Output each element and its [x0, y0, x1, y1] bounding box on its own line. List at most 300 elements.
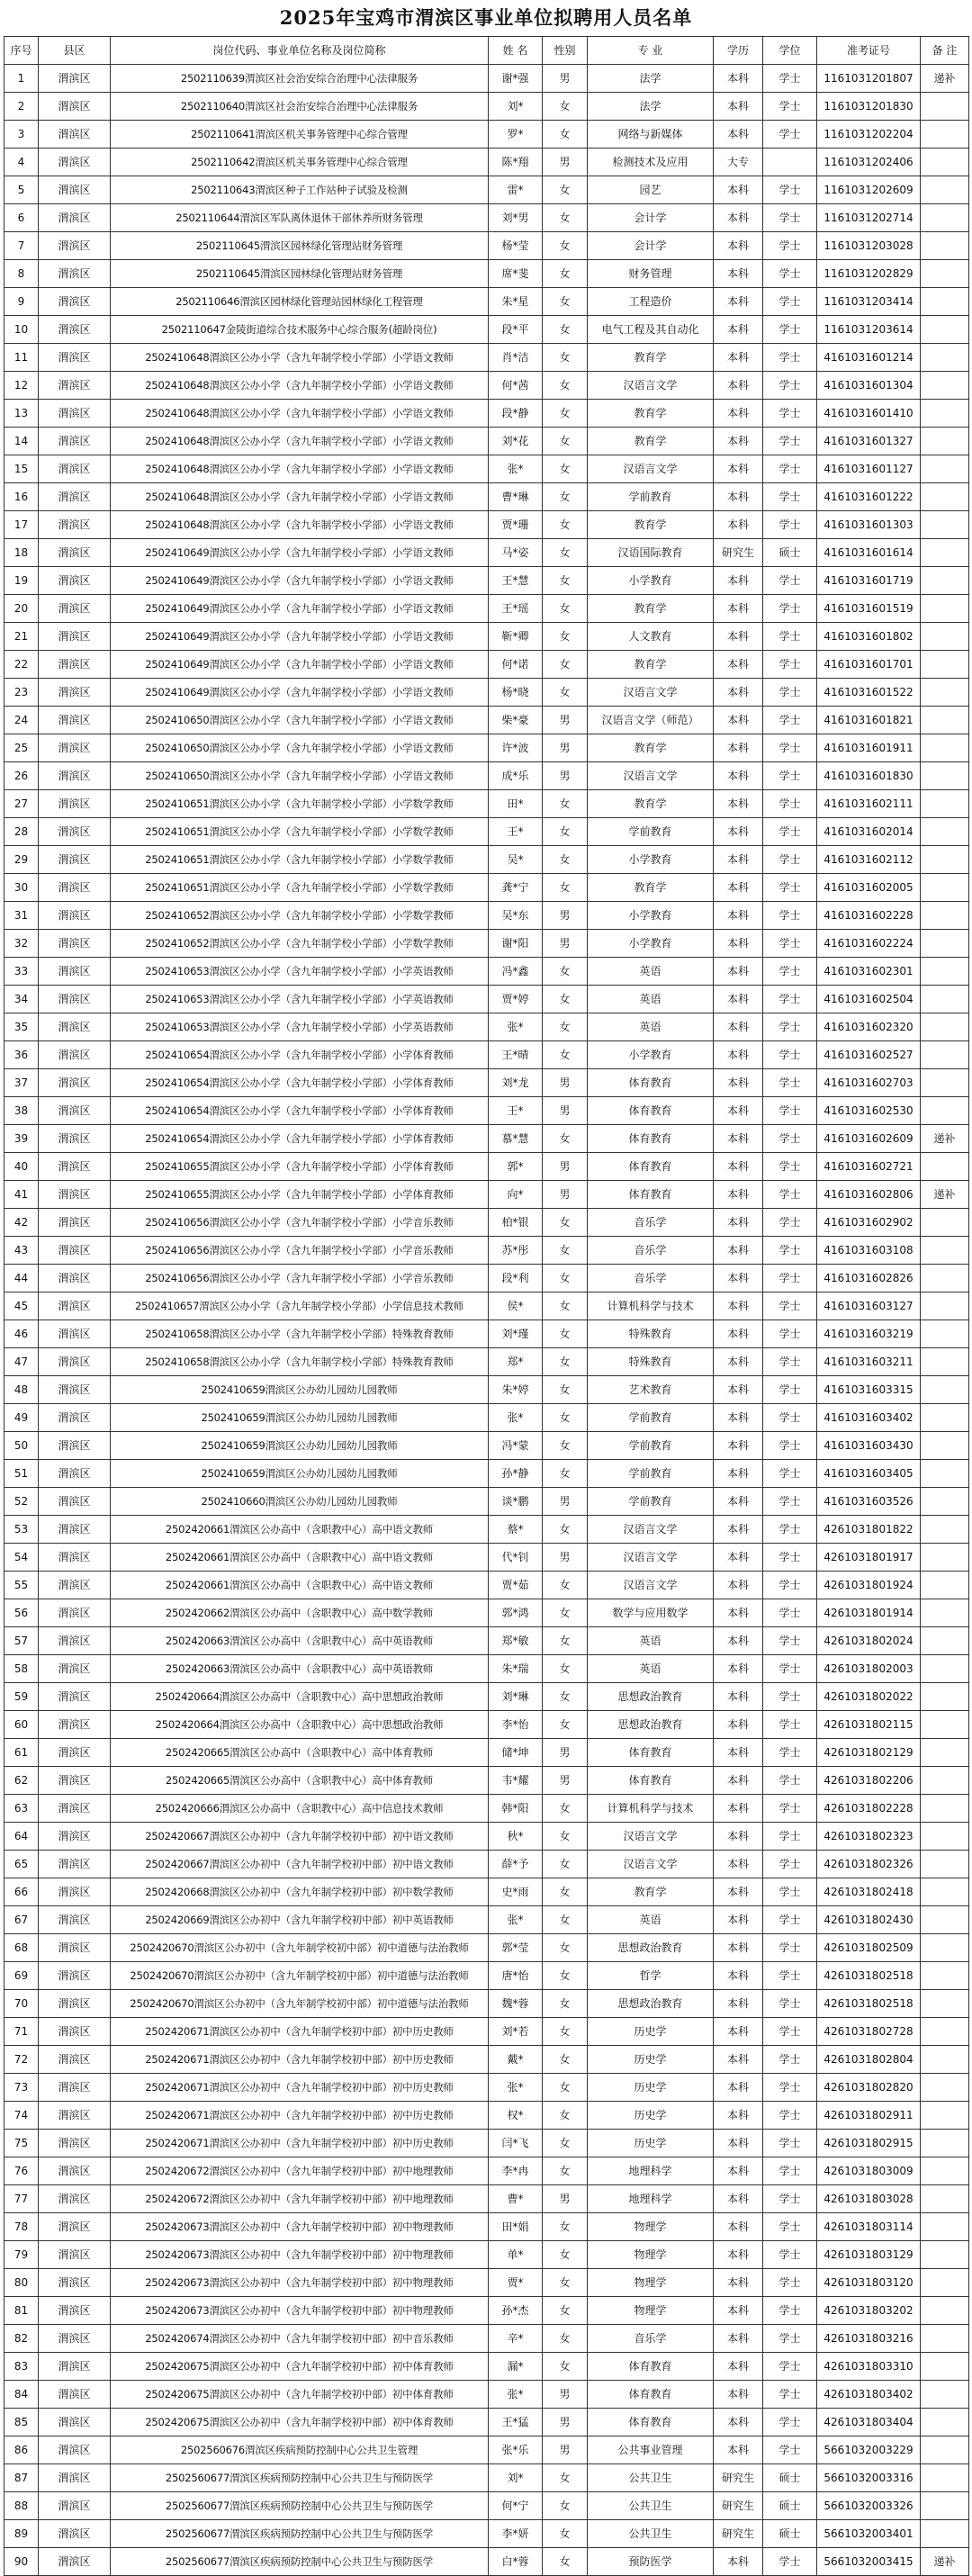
cell-gender: 女	[543, 1934, 588, 1962]
cell-major: 小学教育	[588, 846, 714, 874]
cell-education: 本科	[714, 623, 763, 651]
cell-remarks	[921, 1209, 969, 1237]
cell-gender: 女	[543, 2520, 588, 2548]
cell-degree: 学士	[763, 1320, 817, 1348]
cell-gender: 女	[543, 2269, 588, 2297]
cell-gender: 女	[543, 1432, 588, 1460]
cell-major: 英语	[588, 986, 714, 1013]
table-row	[4, 455, 969, 483]
cell-ticket-number: 4161031603315	[817, 1376, 921, 1404]
cell-major: 学前教育	[588, 1488, 714, 1516]
cell-index: 89	[4, 2520, 39, 2548]
cell-education: 本科	[714, 1265, 763, 1293]
cell-name: 刘*琳	[489, 1683, 543, 1711]
cell-degree: 学士	[763, 1795, 817, 1823]
cell-degree: 学士	[763, 2241, 817, 2269]
cell-name: 谢*强	[489, 65, 543, 93]
table-row	[4, 1097, 969, 1125]
table-row	[4, 1013, 969, 1041]
cell-index: 28	[4, 818, 39, 846]
cell-district: 渭滨区	[39, 2381, 111, 2409]
cell-degree: 学士	[763, 1683, 817, 1711]
table-row	[4, 1404, 969, 1432]
cell-major: 历史学	[588, 2018, 714, 2046]
table-row	[4, 1488, 969, 1516]
cell-major: 公共卫生	[588, 2492, 714, 2520]
cell-major: 汉语言文学	[588, 1851, 714, 1878]
cell-index: 27	[4, 790, 39, 818]
cell-ticket-number: 4161031603211	[817, 1348, 921, 1376]
cell-ticket-number: 4161031601410	[817, 400, 921, 428]
cell-index: 51	[4, 1460, 39, 1488]
cell-ticket-number: 4161031602224	[817, 930, 921, 958]
cell-gender: 女	[543, 651, 588, 679]
cell-education: 本科	[714, 1237, 763, 1265]
cell-name: 单*	[489, 2241, 543, 2269]
cell-major: 体育教育	[588, 2353, 714, 2381]
cell-major: 艺术教育	[588, 1376, 714, 1404]
cell-gender: 女	[543, 1795, 588, 1823]
cell-position: 2502410648渭滨区公办小学（含九年制学校小学部）小学语文教师	[111, 511, 489, 539]
cell-name: 曹*	[489, 2185, 543, 2213]
cell-major: 学前教育	[588, 1460, 714, 1488]
cell-name: 苏*彤	[489, 1237, 543, 1265]
header-district: 县区	[39, 37, 111, 65]
cell-district: 渭滨区	[39, 1767, 111, 1795]
cell-name: 王*瑶	[489, 595, 543, 623]
cell-district: 渭滨区	[39, 1293, 111, 1320]
cell-degree: 学士	[763, 2325, 817, 2353]
table-row	[4, 1069, 969, 1097]
cell-gender: 女	[543, 372, 588, 400]
cell-ticket-number: 4161031603219	[817, 1320, 921, 1348]
cell-district: 渭滨区	[39, 2325, 111, 2353]
cell-gender: 女	[543, 1320, 588, 1348]
cell-education: 本科	[714, 1460, 763, 1488]
table-row	[4, 511, 969, 539]
cell-position: 2502420670渭滨区公办初中（含九年制学校初中部）初中道德与法治教师	[111, 1934, 489, 1962]
cell-name: 孙*杰	[489, 2297, 543, 2325]
table-row	[4, 1599, 969, 1627]
cell-index: 16	[4, 483, 39, 511]
cell-index: 63	[4, 1795, 39, 1823]
cell-ticket-number: 5661032003229	[817, 2436, 921, 2464]
cell-education: 本科	[714, 1488, 763, 1516]
cell-degree: 学士	[763, 2102, 817, 2130]
cell-education: 本科	[714, 1544, 763, 1572]
cell-position: 2502420661渭滨区公办高中（含职教中心）高中语文教师	[111, 1572, 489, 1599]
cell-education: 本科	[714, 2018, 763, 2046]
header-index: 序号	[4, 37, 39, 65]
table-row	[4, 2018, 969, 2046]
table-row	[4, 651, 969, 679]
cell-index: 12	[4, 372, 39, 400]
cell-major: 英语	[588, 1655, 714, 1683]
cell-gender: 女	[543, 2548, 588, 2576]
cell-name: 王*慧	[489, 567, 543, 595]
cell-remarks	[921, 232, 969, 260]
cell-index: 62	[4, 1767, 39, 1795]
cell-name: 朱*星	[489, 288, 543, 316]
cell-degree: 学士	[763, 1404, 817, 1432]
cell-index: 33	[4, 958, 39, 986]
cell-name: 杨*晓	[489, 679, 543, 707]
cell-district: 渭滨区	[39, 1432, 111, 1460]
cell-name: 李*怡	[489, 1711, 543, 1739]
cell-index: 82	[4, 2325, 39, 2353]
cell-name: 谢*阳	[489, 930, 543, 958]
cell-ticket-number: 4161031601214	[817, 344, 921, 372]
cell-degree: 学士	[763, 1209, 817, 1237]
table-row	[4, 483, 969, 511]
cell-gender: 女	[543, 595, 588, 623]
table-row	[4, 1572, 969, 1599]
cell-education: 本科	[714, 455, 763, 483]
cell-index: 56	[4, 1599, 39, 1627]
cell-ticket-number: 4161031601830	[817, 762, 921, 790]
cell-name: 王*	[489, 1097, 543, 1125]
table-row	[4, 428, 969, 455]
cell-position: 2502410660渭滨区公办幼儿园幼儿园教师	[111, 1488, 489, 1516]
cell-position: 2502410649渭滨区公办小学（含九年制学校小学部）小学语文教师	[111, 651, 489, 679]
cell-position: 2502410648渭滨区公办小学（含九年制学校小学部）小学语文教师	[111, 344, 489, 372]
cell-index: 65	[4, 1851, 39, 1878]
cell-education: 本科	[714, 1041, 763, 1069]
cell-district: 渭滨区	[39, 2102, 111, 2130]
table-row	[4, 288, 969, 316]
cell-major: 公共卫生	[588, 2520, 714, 2548]
cell-remarks	[921, 1739, 969, 1767]
table-row	[4, 1739, 969, 1767]
cell-index: 59	[4, 1683, 39, 1711]
cell-remarks	[921, 344, 969, 372]
cell-remarks	[921, 316, 969, 344]
cell-gender: 男	[543, 1488, 588, 1516]
cell-gender: 女	[543, 232, 588, 260]
cell-district: 渭滨区	[39, 930, 111, 958]
cell-position: 2502110641渭滨区机关事务管理中心综合管理	[111, 121, 489, 149]
cell-index: 72	[4, 2046, 39, 2074]
cell-name: 闫*飞	[489, 2130, 543, 2157]
cell-remarks	[921, 2436, 969, 2464]
cell-education: 本科	[714, 818, 763, 846]
cell-gender: 女	[543, 1962, 588, 1990]
cell-major: 汉语言文学	[588, 762, 714, 790]
header-degree: 学位	[763, 37, 817, 65]
cell-district: 渭滨区	[39, 2464, 111, 2492]
cell-education: 本科	[714, 679, 763, 707]
cell-ticket-number: 4261031802326	[817, 1851, 921, 1878]
cell-education: 本科	[714, 2046, 763, 2074]
table-row	[4, 2157, 969, 2185]
cell-gender: 女	[543, 344, 588, 372]
table-row	[4, 344, 969, 372]
cell-district: 渭滨区	[39, 400, 111, 428]
cell-name: 刘*若	[489, 2018, 543, 2046]
cell-degree: 学士	[763, 1013, 817, 1041]
cell-district: 渭滨区	[39, 260, 111, 288]
cell-education: 本科	[714, 2157, 763, 2185]
cell-degree: 学士	[763, 595, 817, 623]
cell-degree: 学士	[763, 428, 817, 455]
table-row	[4, 2492, 969, 2520]
cell-education: 本科	[714, 1711, 763, 1739]
cell-index: 81	[4, 2297, 39, 2325]
table-header-row	[4, 37, 969, 65]
cell-gender: 女	[543, 483, 588, 511]
cell-gender: 女	[543, 874, 588, 902]
cell-district: 渭滨区	[39, 623, 111, 651]
cell-district: 渭滨区	[39, 288, 111, 316]
cell-education: 本科	[714, 1878, 763, 1906]
cell-name: 韦*耀	[489, 1767, 543, 1795]
cell-gender: 女	[543, 1041, 588, 1069]
cell-position: 2502410649渭滨区公办小学（含九年制学校小学部）小学语文教师	[111, 623, 489, 651]
cell-index: 57	[4, 1627, 39, 1655]
cell-ticket-number: 5661032003326	[817, 2492, 921, 2520]
header-position: 岗位代码、事业单位名称及岗位简称	[111, 37, 489, 65]
cell-education: 本科	[714, 400, 763, 428]
cell-name: 张*乐	[489, 2436, 543, 2464]
cell-index: 14	[4, 428, 39, 455]
cell-degree: 学士	[763, 1990, 817, 2018]
cell-index: 45	[4, 1293, 39, 1320]
cell-education: 本科	[714, 1404, 763, 1432]
cell-remarks	[921, 2409, 969, 2436]
cell-name: 刘*花	[489, 428, 543, 455]
cell-district: 渭滨区	[39, 1851, 111, 1878]
cell-gender: 女	[543, 2074, 588, 2102]
cell-major: 小学教育	[588, 930, 714, 958]
cell-education: 本科	[714, 734, 763, 762]
cell-degree: 学士	[763, 372, 817, 400]
cell-ticket-number: 4161031601519	[817, 595, 921, 623]
cell-position: 2502410654渭滨区公办小学（含九年制学校小学部）小学体育教师	[111, 1041, 489, 1069]
cell-ticket-number: 4261031803009	[817, 2157, 921, 2185]
cell-name: 段*静	[489, 400, 543, 428]
cell-education: 本科	[714, 1962, 763, 1990]
cell-degree: 学士	[763, 1851, 817, 1878]
cell-degree: 学士	[763, 734, 817, 762]
cell-name: 李*冉	[489, 2157, 543, 2185]
cell-remarks	[921, 1432, 969, 1460]
cell-ticket-number: 4261031803114	[817, 2213, 921, 2241]
cell-remarks	[921, 93, 969, 121]
cell-position: 2502410650渭滨区公办小学（含九年制学校小学部）小学语文教师	[111, 734, 489, 762]
cell-name: 唐*怡	[489, 1962, 543, 1990]
cell-district: 渭滨区	[39, 204, 111, 232]
cell-index: 15	[4, 455, 39, 483]
cell-gender: 女	[543, 1655, 588, 1683]
cell-education: 本科	[714, 790, 763, 818]
cell-major: 计算机科学与技术	[588, 1293, 714, 1320]
table-row	[4, 1432, 969, 1460]
cell-education: 本科	[714, 2185, 763, 2213]
cell-major: 网络与新媒体	[588, 121, 714, 149]
cell-gender: 女	[543, 2102, 588, 2130]
cell-ticket-number: 4161031602902	[817, 1209, 921, 1237]
cell-degree: 学士	[763, 344, 817, 372]
cell-ticket-number: 4261031802115	[817, 1711, 921, 1739]
cell-degree: 学士	[763, 1599, 817, 1627]
cell-remarks	[921, 846, 969, 874]
cell-remarks: 递补	[921, 1181, 969, 1209]
cell-ticket-number: 4261031801914	[817, 1599, 921, 1627]
table-row	[4, 2548, 969, 2576]
cell-major: 特殊教育	[588, 1320, 714, 1348]
table-row	[4, 874, 969, 902]
cell-name: 郑*	[489, 1348, 543, 1376]
cell-position: 2502420662渭滨区公办高中（含职教中心）高中数学教师	[111, 1599, 489, 1627]
cell-remarks	[921, 1041, 969, 1069]
cell-name: 权*	[489, 2102, 543, 2130]
cell-name: 孙*静	[489, 1460, 543, 1488]
cell-index: 50	[4, 1432, 39, 1460]
cell-district: 渭滨区	[39, 1962, 111, 1990]
cell-position: 2502410655渭滨区公办小学（含九年制学校小学部）小学体育教师	[111, 1153, 489, 1181]
cell-gender: 男	[543, 2185, 588, 2213]
cell-education: 本科	[714, 65, 763, 93]
cell-remarks	[921, 1823, 969, 1851]
table-row	[4, 2269, 969, 2297]
cell-remarks	[921, 1655, 969, 1683]
cell-district: 渭滨区	[39, 455, 111, 483]
cell-degree: 学士	[763, 204, 817, 232]
cell-remarks	[921, 818, 969, 846]
cell-name: 韩*阳	[489, 1795, 543, 1823]
cell-ticket-number: 4161031602111	[817, 790, 921, 818]
cell-gender: 女	[543, 2157, 588, 2185]
cell-name: 漏*	[489, 2353, 543, 2381]
cell-remarks	[921, 762, 969, 790]
cell-degree: 学士	[763, 483, 817, 511]
cell-name: 段*平	[489, 316, 543, 344]
cell-ticket-number: 4161031601303	[817, 511, 921, 539]
cell-degree: 学士	[763, 1153, 817, 1181]
cell-ticket-number: 4261031802024	[817, 1627, 921, 1655]
cell-degree: 学士	[763, 1544, 817, 1572]
cell-degree: 学士	[763, 762, 817, 790]
cell-education: 本科	[714, 2074, 763, 2102]
cell-index: 30	[4, 874, 39, 902]
cell-gender: 女	[543, 623, 588, 651]
cell-remarks	[921, 2520, 969, 2548]
cell-remarks	[921, 1767, 969, 1795]
header-remarks: 备 注	[921, 37, 969, 65]
cell-index: 6	[4, 204, 39, 232]
cell-name: 李*妍	[489, 2520, 543, 2548]
cell-education: 本科	[714, 2436, 763, 2464]
cell-name: 张*	[489, 2381, 543, 2409]
cell-ticket-number: 4261031802323	[817, 1823, 921, 1851]
cell-major: 体育教育	[588, 1767, 714, 1795]
cell-major: 汉语言文学	[588, 372, 714, 400]
table-row	[4, 818, 969, 846]
cell-ticket-number: 4261031801822	[817, 1516, 921, 1544]
cell-remarks	[921, 2074, 969, 2102]
cell-index: 3	[4, 121, 39, 149]
cell-name: 谈*鹏	[489, 1488, 543, 1516]
table-row	[4, 316, 969, 344]
cell-district: 渭滨区	[39, 1823, 111, 1851]
cell-major: 物理学	[588, 2241, 714, 2269]
cell-education: 本科	[714, 1516, 763, 1544]
cell-index: 17	[4, 511, 39, 539]
cell-ticket-number: 4261031802003	[817, 1655, 921, 1683]
cell-ticket-number: 1161031201830	[817, 93, 921, 121]
cell-major: 汉语言文学	[588, 1544, 714, 1572]
cell-ticket-number: 4161031603127	[817, 1293, 921, 1320]
cell-major: 人文教育	[588, 623, 714, 651]
cell-gender: 女	[543, 986, 588, 1013]
cell-position: 2502410659渭滨区公办幼儿园幼儿园教师	[111, 1376, 489, 1404]
cell-remarks	[921, 958, 969, 986]
cell-index: 32	[4, 930, 39, 958]
cell-education: 本科	[714, 1599, 763, 1627]
cell-gender: 女	[543, 511, 588, 539]
table-row	[4, 1823, 969, 1851]
cell-gender: 女	[543, 2018, 588, 2046]
cell-position: 2502420674渭滨区公办初中（含九年制学校初中部）初中音乐教师	[111, 2325, 489, 2353]
cell-ticket-number: 4261031803404	[817, 2409, 921, 2436]
cell-district: 渭滨区	[39, 1599, 111, 1627]
cell-district: 渭滨区	[39, 1376, 111, 1404]
cell-education: 本科	[714, 874, 763, 902]
cell-remarks	[921, 539, 969, 567]
cell-remarks	[921, 2269, 969, 2297]
cell-remarks	[921, 623, 969, 651]
cell-name: 靳*卿	[489, 623, 543, 651]
cell-remarks	[921, 2018, 969, 2046]
table-row	[4, 2409, 969, 2436]
cell-name: 朱*婷	[489, 1376, 543, 1404]
cell-major: 教育学	[588, 511, 714, 539]
cell-degree: 学士	[763, 1181, 817, 1209]
cell-major: 检测技术及应用	[588, 149, 714, 176]
cell-district: 渭滨区	[39, 679, 111, 707]
cell-degree: 学士	[763, 2185, 817, 2213]
cell-index: 35	[4, 1013, 39, 1041]
cell-index: 13	[4, 400, 39, 428]
cell-district: 渭滨区	[39, 1041, 111, 1069]
table-row	[4, 1795, 969, 1823]
cell-ticket-number: 4161031601719	[817, 567, 921, 595]
cell-gender: 女	[543, 2492, 588, 2520]
cell-gender: 女	[543, 316, 588, 344]
table-row	[4, 1711, 969, 1739]
cell-remarks	[921, 2130, 969, 2157]
cell-remarks	[921, 483, 969, 511]
cell-district: 渭滨区	[39, 2269, 111, 2297]
cell-index: 73	[4, 2074, 39, 2102]
cell-degree: 学士	[763, 1739, 817, 1767]
cell-major: 数学与应用数学	[588, 1599, 714, 1627]
cell-district: 渭滨区	[39, 1181, 111, 1209]
cell-ticket-number: 4261031803028	[817, 2185, 921, 2213]
cell-remarks	[921, 790, 969, 818]
cell-major: 历史学	[588, 2102, 714, 2130]
cell-name: 朱*瑞	[489, 1655, 543, 1683]
cell-remarks	[921, 2185, 969, 2213]
cell-gender: 女	[543, 539, 588, 567]
cell-remarks	[921, 2102, 969, 2130]
cell-education: 本科	[714, 1320, 763, 1348]
cell-ticket-number: 4161031602609	[817, 1125, 921, 1153]
cell-position: 2502420671渭滨区公办初中（含九年制学校初中部）初中历史教师	[111, 2046, 489, 2074]
cell-position: 2502410659渭滨区公办幼儿园幼儿园教师	[111, 1404, 489, 1432]
cell-ticket-number: 4261031802915	[817, 2130, 921, 2157]
table-row	[4, 762, 969, 790]
